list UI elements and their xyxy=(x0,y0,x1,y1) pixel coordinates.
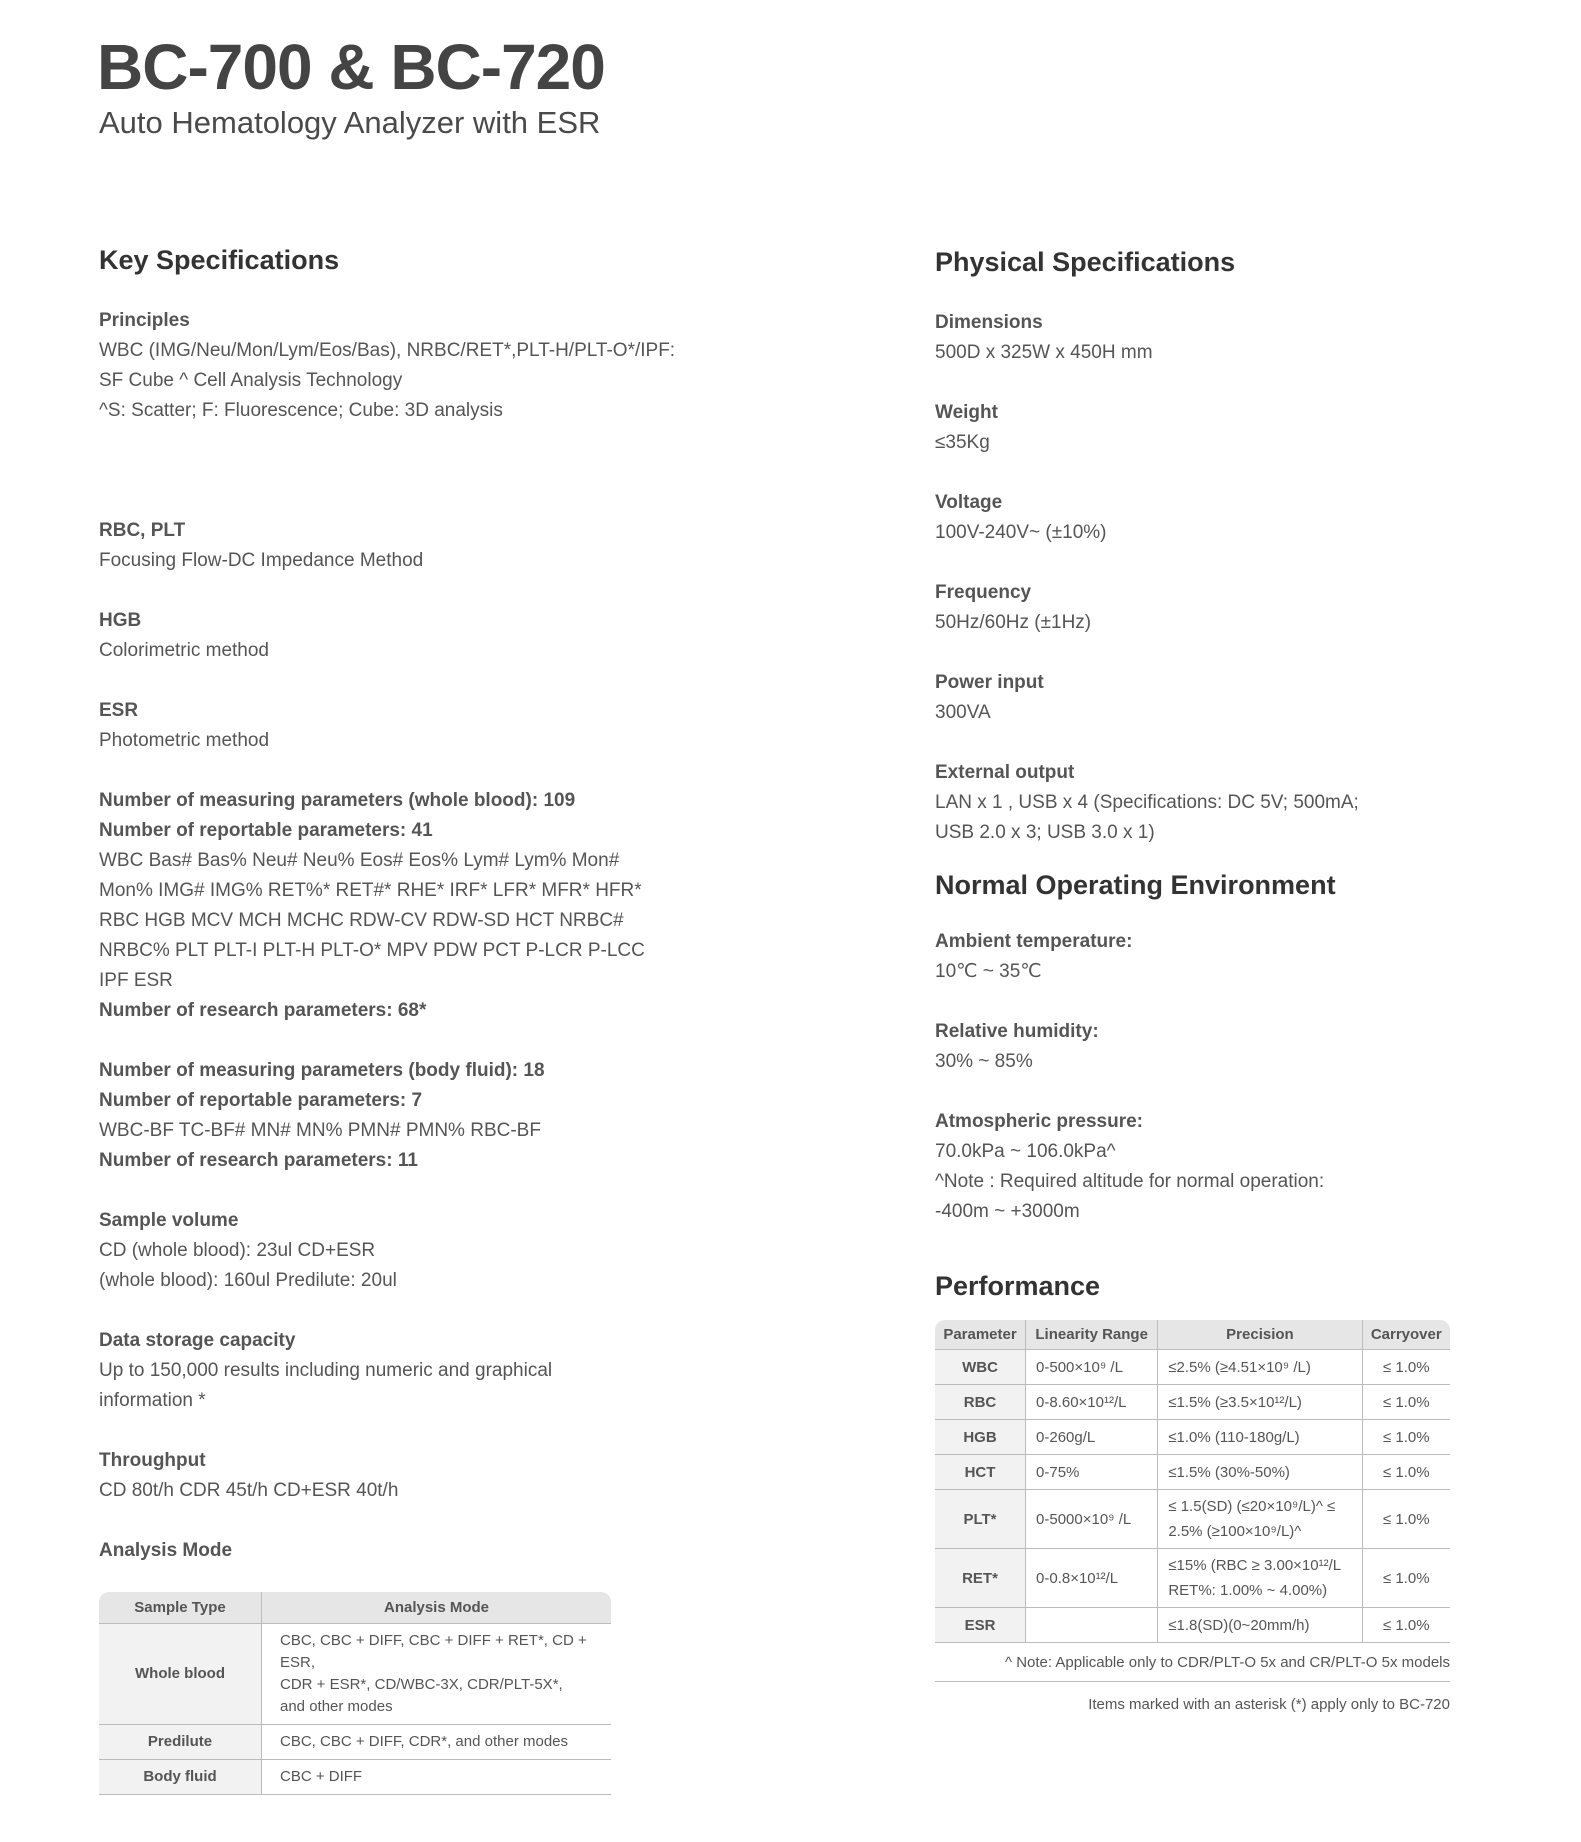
spec-label: HGB xyxy=(99,610,142,631)
spec-principles xyxy=(99,306,819,426)
linearity-cell: 0-8.60×10¹²/L xyxy=(1026,1385,1158,1420)
performance-table xyxy=(935,1320,1450,1682)
carryover-cell: ≤ 1.0% xyxy=(1362,1490,1450,1549)
sample-type-cell: Body fluid xyxy=(99,1760,262,1795)
spec-label: Data storage capacity xyxy=(99,1330,296,1351)
spec-voltage xyxy=(935,488,1495,548)
spec-value: 100V-240V~ (±10%) xyxy=(935,522,1107,543)
linearity-cell: 0-75% xyxy=(1026,1455,1158,1490)
column-header: Analysis Mode xyxy=(262,1592,612,1624)
spec-label: Frequency xyxy=(935,582,1032,603)
spec-label: Analysis Mode xyxy=(99,1540,233,1561)
linearity-cell xyxy=(1026,1608,1158,1643)
spec-body-fluid-parameters xyxy=(99,1056,819,1176)
parameter-cell: RBC xyxy=(935,1385,1026,1420)
column-header: Linearity Range xyxy=(1026,1320,1158,1350)
spec-esr xyxy=(99,696,819,756)
table-row xyxy=(935,1420,1450,1455)
carryover-cell: ≤ 1.0% xyxy=(1362,1420,1450,1455)
spec-label: Number of measuring parameters (whole blood): 109 xyxy=(99,790,576,811)
precision-cell: ≤1.5% (≥3.5×10¹²/L) xyxy=(1158,1385,1362,1420)
cell-line: and other modes xyxy=(280,1698,393,1715)
table-note-row xyxy=(935,1643,1450,1682)
spec-frequency xyxy=(935,578,1495,638)
spec-external-output xyxy=(935,758,1495,848)
spec-line: LAN x 1 , USB x 4 (Specifications: DC 5V; 500mA; xyxy=(935,792,1359,813)
spec-dimensions xyxy=(935,308,1495,368)
spec-label: Number of reportable parameters: 41 xyxy=(99,820,433,841)
sample-type-cell: Predilute xyxy=(99,1725,262,1760)
section-heading: Physical Specifications xyxy=(935,247,1236,277)
cell-line: CDR + ESR*, CD/WBC-3X, CDR/PLT-5X*, xyxy=(280,1676,563,1693)
spec-label: Sample volume xyxy=(99,1210,239,1231)
spec-label: External output xyxy=(935,762,1075,783)
sample-type-cell: Whole blood xyxy=(99,1624,262,1725)
linearity-cell: 0-0.8×10¹²/L xyxy=(1026,1549,1158,1608)
key-specifications-section xyxy=(99,245,819,1795)
parameter-cell: HGB xyxy=(935,1420,1026,1455)
spec-value: 500D x 325W x 450H mm xyxy=(935,342,1153,363)
spec-label: Voltage xyxy=(935,492,1003,513)
spec-weight xyxy=(935,398,1495,458)
page-title: BC-700 & BC-720 xyxy=(97,31,605,103)
table-row xyxy=(99,1725,611,1760)
spec-value: 10℃ ~ 35℃ xyxy=(935,961,1042,982)
spec-sample-volume xyxy=(99,1206,819,1296)
carryover-cell: ≤ 1.0% xyxy=(1362,1350,1450,1385)
spec-label: Dimensions xyxy=(935,312,1043,333)
carryover-cell: ≤ 1.0% xyxy=(1362,1455,1450,1490)
spec-line: NRBC% PLT PLT-I PLT-H PLT-O* MPV PDW PCT P-LCR P-LCC xyxy=(99,940,645,961)
analysis-mode-table xyxy=(99,1592,611,1795)
spec-value: 50Hz/60Hz (±1Hz) xyxy=(935,612,1092,633)
parameter-cell: PLT* xyxy=(935,1490,1026,1549)
table-row xyxy=(935,1350,1450,1385)
spec-label: Relative humidity: xyxy=(935,1021,1099,1042)
spec-atmospheric-pressure xyxy=(935,1107,1495,1227)
spec-relative-humidity xyxy=(935,1017,1495,1077)
linearity-cell: 0-5000×10⁹ /L xyxy=(1026,1490,1158,1549)
spec-label: Ambient temperature: xyxy=(935,931,1133,952)
carryover-cell: ≤ 1.0% xyxy=(1362,1385,1450,1420)
spec-label: Number of measuring parameters (body fluid): 18 xyxy=(99,1060,545,1081)
spec-line: USB 2.0 x 3; USB 3.0 x 1) xyxy=(935,822,1155,843)
carryover-cell: ≤ 1.0% xyxy=(1362,1549,1450,1608)
column-header: Carryover xyxy=(1362,1320,1450,1350)
spec-label: Throughput xyxy=(99,1450,206,1471)
spec-data-storage xyxy=(99,1326,819,1416)
spec-label: Power input xyxy=(935,672,1044,693)
precision-cell: ≤2.5% (≥4.51×10⁹ /L) xyxy=(1158,1350,1362,1385)
section-heading: Performance xyxy=(935,1271,1101,1301)
table-row xyxy=(935,1455,1450,1490)
precision-cell: ≤1.5% (30%-50%) xyxy=(1158,1455,1362,1490)
spec-label: Weight xyxy=(935,402,998,423)
table-header-row xyxy=(99,1592,611,1624)
table-header-row xyxy=(935,1320,1450,1350)
spec-line: -400m ~ +3000m xyxy=(935,1201,1080,1222)
spec-label: RBC, PLT xyxy=(99,520,186,541)
section-heading: Key Specifications xyxy=(99,245,340,275)
precision-cell: ≤1.0% (110-180g/L) xyxy=(1158,1420,1362,1455)
spec-line: 70.0kPa ~ 106.0kPa^ xyxy=(935,1141,1116,1162)
spec-line: RBC HGB MCV MCH MCHC RDW-CV RDW-SD HCT NRBC# xyxy=(99,910,624,931)
table-row xyxy=(935,1385,1450,1420)
spec-line: (whole blood): 160ul Predilute: 20ul xyxy=(99,1270,397,1291)
analysis-mode-cell xyxy=(262,1624,612,1725)
spec-hgb xyxy=(99,606,819,666)
spec-power-input xyxy=(935,668,1495,728)
spec-label: ESR xyxy=(99,700,139,721)
spec-value: ≤35Kg xyxy=(935,432,990,453)
spec-label: Principles xyxy=(99,310,190,331)
spec-line: WBC-BF TC-BF# MN# MN% PMN# PMN% RBC-BF xyxy=(99,1120,541,1141)
table-row xyxy=(935,1549,1450,1608)
precision-cell xyxy=(1158,1549,1362,1608)
cell-line: ≤ 1.5(SD) (≤20×10⁹/L)^ ≤ xyxy=(1168,1498,1336,1515)
linearity-cell: 0-260g/L xyxy=(1026,1420,1158,1455)
spec-line: information * xyxy=(99,1390,206,1411)
spec-label: Number of research parameters: 68* xyxy=(99,1000,427,1021)
spec-label: Number of reportable parameters: 7 xyxy=(99,1090,423,1111)
spec-throughput xyxy=(99,1446,819,1506)
spec-rbc-plt xyxy=(99,516,819,576)
analysis-mode-cell: CBC + DIFF xyxy=(262,1760,612,1795)
spec-line: ^S: Scatter; F: Fluorescence; Cube: 3D analysis xyxy=(99,400,503,421)
footnote: Items marked with an asterisk (*) apply only to BC-720 xyxy=(1088,1696,1450,1713)
column-header: Sample Type xyxy=(99,1592,262,1624)
section-heading: Normal Operating Environment xyxy=(935,870,1336,900)
spec-value: CD 80t/h CDR 45t/h CD+ESR 40t/h xyxy=(99,1480,399,1501)
spec-value: Colorimetric method xyxy=(99,640,269,661)
cell-line: ≤15% (RBC ≥ 3.00×10¹²/L xyxy=(1168,1557,1342,1574)
spec-label: Atmospheric pressure: xyxy=(935,1111,1144,1132)
spec-ambient-temperature xyxy=(935,927,1495,987)
spec-whole-blood-parameters xyxy=(99,786,819,1026)
parameter-cell: ESR xyxy=(935,1608,1026,1643)
parameter-cell: RET* xyxy=(935,1549,1026,1608)
table-row xyxy=(935,1608,1450,1643)
spec-value: 30% ~ 85% xyxy=(935,1051,1033,1072)
spec-value: Photometric method xyxy=(99,730,270,751)
table-note: ^ Note: Applicable only to CDR/PLT-O 5x and CR/PLT-O 5x models xyxy=(935,1643,1450,1682)
spec-line: WBC Bas# Bas% Neu# Neu% Eos# Eos% Lym# Lym% Mon# xyxy=(99,850,620,871)
spec-value: 300VA xyxy=(935,702,991,723)
spec-line: ^Note : Required altitude for normal operation: xyxy=(935,1171,1325,1192)
cell-line: CBC, CBC + DIFF, CBC + DIFF + RET*, CD + ESR, xyxy=(280,1632,587,1671)
parameter-cell: WBC xyxy=(935,1350,1026,1385)
spec-line: Mon% IMG# IMG% RET%* RET#* RHE* IRF* LFR* MFR* HFR* xyxy=(99,880,642,901)
spec-label: Number of research parameters: 11 xyxy=(99,1150,418,1171)
spec-value: Focusing Flow-DC Impedance Method xyxy=(99,550,424,571)
column-header: Parameter xyxy=(935,1320,1026,1350)
spec-line: SF Cube ^ Cell Analysis Technology xyxy=(99,370,403,391)
column-header: Precision xyxy=(1158,1320,1362,1350)
table-row xyxy=(99,1624,611,1725)
cell-line: RET%: 1.00% ~ 4.00%) xyxy=(1168,1582,1328,1599)
spec-line: Up to 150,000 results including numeric and graphical xyxy=(99,1360,553,1381)
precision-cell xyxy=(1158,1490,1362,1549)
cell-line: 2.5% (≥100×10⁹/L)^ xyxy=(1168,1523,1302,1540)
analysis-mode-cell: CBC, CBC + DIFF, CDR*, and other modes xyxy=(262,1725,612,1760)
spec-line: IPF ESR xyxy=(99,970,173,991)
table-row xyxy=(99,1760,611,1795)
parameter-cell: HCT xyxy=(935,1455,1026,1490)
precision-cell: ≤1.8(SD)(0~20mm/h) xyxy=(1158,1608,1362,1643)
table-row xyxy=(935,1490,1450,1549)
spec-line: CD (whole blood): 23ul CD+ESR xyxy=(99,1240,376,1261)
spec-line: WBC (IMG/Neu/Mon/Lym/Eos/Bas), NRBC/RET*,PLT-H/PLT-O*/IPF: xyxy=(99,340,676,361)
carryover-cell: ≤ 1.0% xyxy=(1362,1608,1450,1643)
linearity-cell: 0-500×10⁹ /L xyxy=(1026,1350,1158,1385)
page-subtitle: Auto Hematology Analyzer with ESR xyxy=(99,105,601,140)
physical-specifications-section xyxy=(935,247,1495,1713)
